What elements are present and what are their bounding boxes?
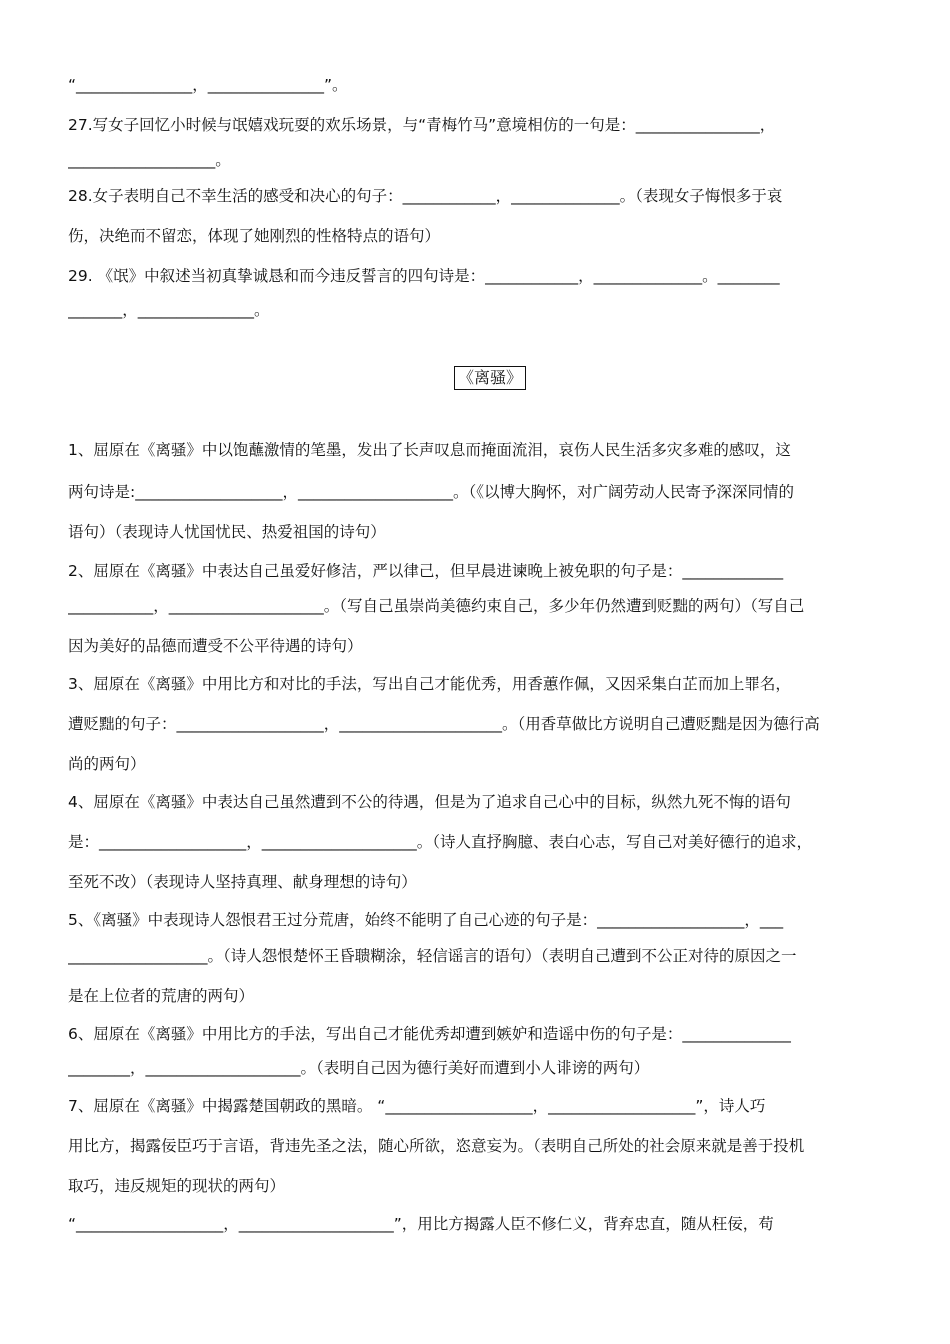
text-line: _______，_______________。 (68, 301, 270, 319)
text-line: “_______________，_______________”。 (68, 76, 348, 94)
text-line: 7、屈原在《离骚》中揭露楚国朝政的黑暗。 “___________________，___________________”，诗人巧 (68, 1097, 766, 1115)
text-line: 3、屈原在《离骚》中用比方和对比的手法，写出自己才能优秀，用香蕙作佩，又因采集白芷而加上罪名， (68, 675, 791, 693)
text-line: “___________________，____________________”，用比方揭露人臣不修仁义，背弃忠直，随从枉佞，苟 (68, 1215, 774, 1233)
text-line: 因为美好的品德而遭受不公平待遇的诗句） (68, 637, 363, 655)
text-line: 取巧，违反规矩的现状的两句） (68, 1177, 286, 1195)
text-line: 两句诗是:___________________，____________________。（《以博大胸怀，对广阔劳动人民寄予深深同情的 (68, 483, 794, 501)
text-line: ___________________。 (68, 151, 231, 169)
text-line: 27.写女子回忆小时候与氓嬉戏玩耍的欢乐场景，与“青梅竹马”意境相仿的一句是：________________， (68, 116, 776, 134)
text-line: 是在上位者的荒唐的两句） (68, 987, 255, 1005)
text-line: 语句）（表现诗人忧国忧民、热爱祖国的诗句） (68, 523, 386, 541)
text-line: ________，____________________。（表明自己因为德行美好而遭到小人诽谤的两句） (68, 1059, 650, 1077)
text-line: 28.女子表明自己不幸生活的感受和决心的句子：____________，______________。（表现女子悔恨多于哀 (68, 187, 783, 205)
text-line: 4、屈原在《离骚》中表达自己虽然遭到不公的待遇，但是为了追求自己心中的目标，纵然九死不悔的语句 (68, 793, 791, 811)
text-line: 遭贬黜的句子：___________________，_____________________。（用香草做比方说明自己遭贬黜是因为德行高 (68, 715, 820, 733)
text-line: ___________，____________________。（写自己虽崇尚美德约束自己，多少年仍然遭到贬黜的两句）（写自己 (68, 597, 805, 615)
text-line: 2、屈原在《离骚》中表达自己虽爱好修洁，严以律己，但早晨进谏晚上被免职的句子是：_____________ (68, 562, 784, 580)
text-line: 6、屈原在《离骚》中用比方的手法，写出自己才能优秀却遭到嫉妒和造谣中伤的句子是：______________ (68, 1025, 791, 1043)
text-line: 至死不改）（表现诗人坚持真理、献身理想的诗句） (68, 873, 417, 891)
text-line: 用比方，揭露佞臣巧于言语，背违先圣之法，随心所欲，恣意妄为。（表明自己所处的社会原来就是善于投机 (68, 1137, 805, 1155)
section-title: 《离骚》 (454, 366, 526, 390)
text-line: 伤，决绝而不留恋，体现了她刚烈的性格特点的语句） (68, 227, 441, 245)
text-line: 29. 《氓》中叙述当初真挚诚恳和而今违反誓言的四句诗是：____________，______________。________ (68, 267, 780, 285)
text-line: 5、《离骚》中表现诗人怨恨君王过分荒唐，始终不能明了自己心迹的句子是：___________________，___ (68, 911, 784, 929)
text-line: 尚的两句） (68, 755, 146, 773)
text-line: 是：___________________，____________________。（诗人直抒胸臆、表白心志，写自己对美好德行的追求， (68, 833, 813, 851)
text-line: __________________。（诗人怨恨楚怀王昏聩糊涂，轻信谣言的语句）（表明自己遭到不公正对待的原因之一 (68, 947, 797, 965)
text-line: 1、屈原在《离骚》中以饱蘸激情的笔墨，发出了长声叹息而掩面流泪，哀伤人民生活多灾多难的感叹，这 (68, 441, 791, 459)
